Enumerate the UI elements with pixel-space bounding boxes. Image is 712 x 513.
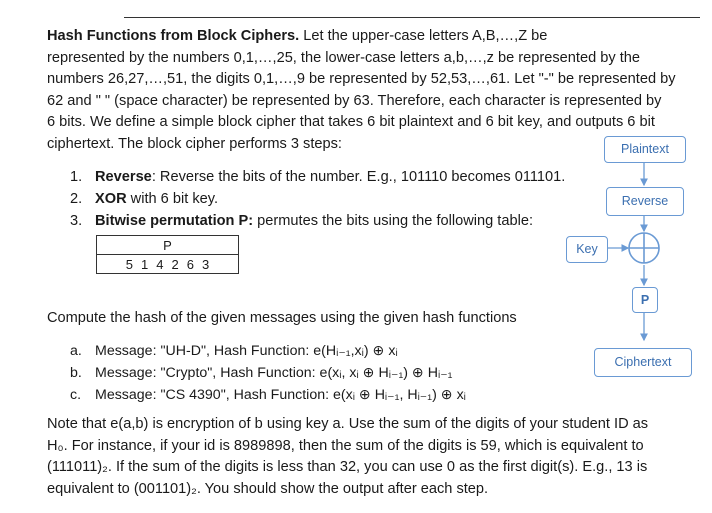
intro-line-5: 6 bits. We define a simple block cipher that takes 6 bit plaintext and 6 bit key, and outputs 6 bit xyxy=(47,114,655,131)
intro-line-2: represented by the numbers 0,1,…,25, the lower-case letters a,b,…,z be represented by the xyxy=(47,49,640,66)
perm-value: 2 xyxy=(171,256,179,272)
top-rule xyxy=(124,17,700,18)
note-line-2: H₀. For instance, if your id is 8989898, then the sum of the digits is 59, which is equivalent to xyxy=(47,437,644,454)
block-cipher-diagram xyxy=(560,130,710,380)
permutation-table xyxy=(96,235,239,274)
reverse-box: Reverse xyxy=(606,187,684,216)
intro-line-6: ciphertext. The block cipher performs 3 steps: xyxy=(47,135,342,152)
compute-instruction: Compute the hash of the given messages using the given hash functions xyxy=(47,310,517,326)
permutation-table-header: P xyxy=(97,236,239,255)
step-item: 2. XOR with 6 bit key. xyxy=(70,191,219,207)
step-text: with 6 bit key. xyxy=(126,191,219,207)
message-item: a. Message: "UH-D", Hash Function: e(Hᵢ₋₁,xᵢ) ⊕ xᵢ xyxy=(70,343,398,359)
message-item: c. Message: "CS 4390", Hash Function: e(xᵢ ⊕ Hᵢ₋₁, Hᵢ₋₁) ⊕ xᵢ xyxy=(70,387,466,403)
step-name: Reverse xyxy=(95,169,152,185)
message-text: Message: "CS 4390", Hash Function: e(xᵢ ⊕ Hᵢ₋₁, Hᵢ₋₁) ⊕ xᵢ xyxy=(95,387,466,403)
note-paragraph xyxy=(47,414,687,500)
perm-value: 5 xyxy=(125,256,134,272)
message-text: Message: "UH-D", Hash Function: e(Hᵢ₋₁,xᵢ) ⊕ xᵢ xyxy=(95,343,398,359)
note-line-4: equivalent to (001101)₂. You should show the output after each step. xyxy=(47,480,489,497)
step-name: XOR xyxy=(95,191,127,207)
intro-title: Hash Functions from Block Ciphers. xyxy=(47,28,300,44)
perm-value: 1 xyxy=(141,256,149,272)
step-text: permutes the bits using the following table: xyxy=(253,213,534,229)
steps-list xyxy=(70,166,565,232)
intro-line-3: numbers 26,27,…,51, the digits 0,1,…,9 be represented by 52,53,…,61. Let "-" be represented by xyxy=(47,71,676,88)
intro-line-4: 62 and " " (space character) be represented by 63. Therefore, each character is represented by xyxy=(47,92,662,109)
plaintext-box: Plaintext xyxy=(604,136,686,163)
step-name: Bitwise permutation P: xyxy=(95,213,254,229)
perm-value: 6 xyxy=(186,256,194,272)
xor-icon xyxy=(629,233,659,263)
message-item: b. Message: "Crypto", Hash Function: e(xᵢ, xᵢ ⊕ Hᵢ₋₁) ⊕ Hᵢ₋₁ xyxy=(70,365,453,381)
ciphertext-box: Ciphertext xyxy=(594,348,692,377)
step-text: : Reverse the bits of the number. E.g., 101110 becomes 011101. xyxy=(151,169,566,185)
key-box: Key xyxy=(566,236,608,263)
note-line-1: Note that e(a,b) is encryption of b using key a. Use the sum of the digits of your student ID as xyxy=(47,416,649,432)
permutation-table-values xyxy=(97,255,239,274)
step-item: 3. Bitwise permutation P: permutes the bits using the following table: xyxy=(70,213,534,229)
permutation-box: P xyxy=(632,287,658,313)
note-line-3: (111011)₂. If the sum of the digits is less than 32, you can use 0 as the first digit(s). E.g., 13 is xyxy=(47,459,648,476)
perm-value: 4 xyxy=(156,256,164,272)
message-text: Message: "Crypto", Hash Function: e(xᵢ, xᵢ ⊕ Hᵢ₋₁) ⊕ Hᵢ₋₁ xyxy=(95,365,453,381)
step-item: 1. Reverse: Reverse the bits of the number. E.g., 101110 becomes 011101. xyxy=(70,169,566,185)
messages-list xyxy=(70,340,466,406)
perm-value: 3 xyxy=(201,256,210,272)
intro-line-1: Let the upper-case letters A,B,…,Z be xyxy=(299,28,548,44)
